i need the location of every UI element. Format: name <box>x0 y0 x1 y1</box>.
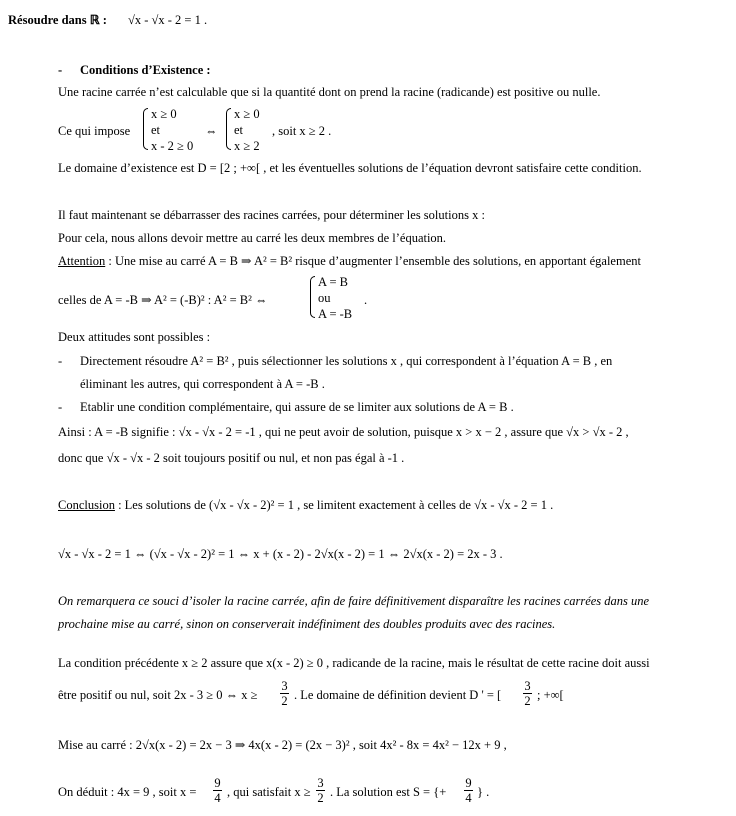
deux-attitudes: Deux attitudes sont possibles : <box>58 330 211 344</box>
system-right-line: x ≥ 2 <box>234 139 260 153</box>
deduit-d: } . <box>477 785 490 799</box>
fraction-nine-quarters <box>213 776 222 805</box>
celles-system <box>318 274 352 322</box>
conclusion-label: Conclusion <box>58 498 115 512</box>
attention-label: Attention <box>58 254 106 268</box>
celles-system-line: A = B <box>318 275 348 289</box>
celles-brace <box>310 276 315 318</box>
celles-system-line: A = -B <box>318 307 353 321</box>
system-right <box>234 106 260 154</box>
remark-line-2: prochaine mise au carré, sinon on conserverait indéfiniment des doubles produits avec des racines. <box>58 617 556 631</box>
fraction-numerator: 3 <box>281 679 288 693</box>
conclusion-line <box>58 497 553 513</box>
celles-text: celles de A = -B ⇒ A² = (-B)² : A² = B² ⇔ <box>58 293 268 307</box>
bullet-marker: - <box>58 63 63 77</box>
system-left <box>151 106 193 154</box>
fraction-denominator: 4 <box>214 791 221 805</box>
mise-au-carre: Mise au carré : 2√x(x - 2) = 2x − 3 ⇒ 4x(x - 2) = (2x − 3)² , soit 4x² - 8x = 4x² − 12x + 9 , <box>58 738 507 752</box>
fraction-numerator: 9 <box>465 776 472 790</box>
title-label: Résoudre dans ℝ : <box>8 13 107 27</box>
bullet-marker: - <box>58 354 63 368</box>
equiv-symbol: ⇔ <box>205 124 218 138</box>
system-right-line: x ≥ 0 <box>234 107 260 121</box>
impose-label: Ce qui impose <box>58 124 131 138</box>
soit-text: , soit x ≥ 2 . <box>272 124 332 138</box>
system-left-line: x ≥ 0 <box>151 107 177 121</box>
left-brace <box>143 108 148 150</box>
fraction-nine-quarters <box>464 776 473 805</box>
system-left-line: x - 2 ≥ 0 <box>151 139 194 153</box>
deduit-c: . La solution est S = {+ <box>330 785 447 799</box>
system-left-line: et <box>151 123 161 137</box>
fraction-numerator: 3 <box>524 679 531 693</box>
paragraph-line: Il faut maintenant se débarrasser des racines carrées, pour déterminer les solutions x : <box>58 208 485 222</box>
ainsi-line: Ainsi : A = -B signifie : √x - √x - 2 = -1 , qui ne peut avoir de solution, puisque x > x − 2 , assure que √x > √x - 2 , <box>58 425 629 439</box>
fraction-three-halves <box>523 679 532 708</box>
attention-text: : Une mise au carré A = B ⇒ A² = B² risque d’augmenter l’ensemble des solutions, en apportant également <box>105 254 641 268</box>
domain-line: Le domaine d’existence est D = [2 ; +∞[ , et les éventuelles solutions de l’équation devront satisfaire cette condition. <box>58 161 642 175</box>
remark-line-1: On remarquera ce souci d’isoler la racine carrée, afin de faire définitivement disparaître les racines carrées dans une <box>58 594 650 608</box>
celles-end: . <box>364 293 368 307</box>
attention-line <box>58 253 641 269</box>
donc-line: donc que √x - √x - 2 soit toujours positif ou nul, et non pas égal à -1 . <box>58 451 405 465</box>
right-brace <box>226 108 231 150</box>
fraction-numerator: 3 <box>317 776 324 790</box>
title-equation: √x - √x - 2 = 1 . <box>128 13 208 27</box>
conclusion-text: : Les solutions de (√x - √x - 2)² = 1 , se limitent exactement à celles de √x - √x - 2 = 1 . <box>114 498 554 512</box>
conditions-heading: Conditions d’Existence : <box>80 63 211 77</box>
celles-system-line: ou <box>318 291 331 305</box>
fraction-denominator: 4 <box>465 791 472 805</box>
attitude-1-line-2: éliminant les autres, qui correspondent à A = -B . <box>80 377 325 391</box>
deduit-a: On déduit : 4x = 9 , soit x = <box>58 785 197 799</box>
condition-line-2c: ; +∞[ <box>537 688 564 702</box>
fraction-denominator: 2 <box>317 791 324 805</box>
radicande-sentence: Une racine carrée n’est calculable que si la quantité dont on prend la racine (radicande) est positive ou nulle. <box>58 85 601 99</box>
attitude-1-line-1: Directement résoudre A² = B² , puis sélectionner les solutions x , qui correspondent à l’équation A = B , en <box>80 354 613 368</box>
attitude-2: Etablir une condition complémentaire, qui assure de se limiter aux solutions de A = B . <box>80 400 514 414</box>
equivalence-chain: √x - √x - 2 = 1 ⇔ (√x - √x - 2)² = 1 ⇔ x + (x - 2) - 2√x(x - 2) = 1 ⇔ 2√x(x - 2) = 2x - 3 . <box>58 547 503 561</box>
bullet-marker: - <box>58 400 63 414</box>
deduit-b: , qui satisfait x ≥ <box>227 785 311 799</box>
fraction-numerator: 9 <box>214 776 221 790</box>
condition-line-1: La condition précédente x ≥ 2 assure que x(x - 2) ≥ 0 , radicande de la racine, mais le résultat de cette racine doit aussi <box>58 656 650 670</box>
system-right-line: et <box>234 123 244 137</box>
fraction-three-halves <box>316 776 325 805</box>
fraction-three-halves <box>280 679 289 708</box>
condition-line-2a: être positif ou nul, soit 2x - 3 ≥ 0 ⇔ x ≥ <box>58 688 258 702</box>
condition-line-2b: . Le domaine de définition devient D ' = [ <box>294 688 502 702</box>
fraction-denominator: 2 <box>281 694 288 708</box>
paragraph-line: Pour cela, nous allons devoir mettre au carré les deux membres de l’équation. <box>58 231 447 245</box>
fraction-denominator: 2 <box>524 694 531 708</box>
